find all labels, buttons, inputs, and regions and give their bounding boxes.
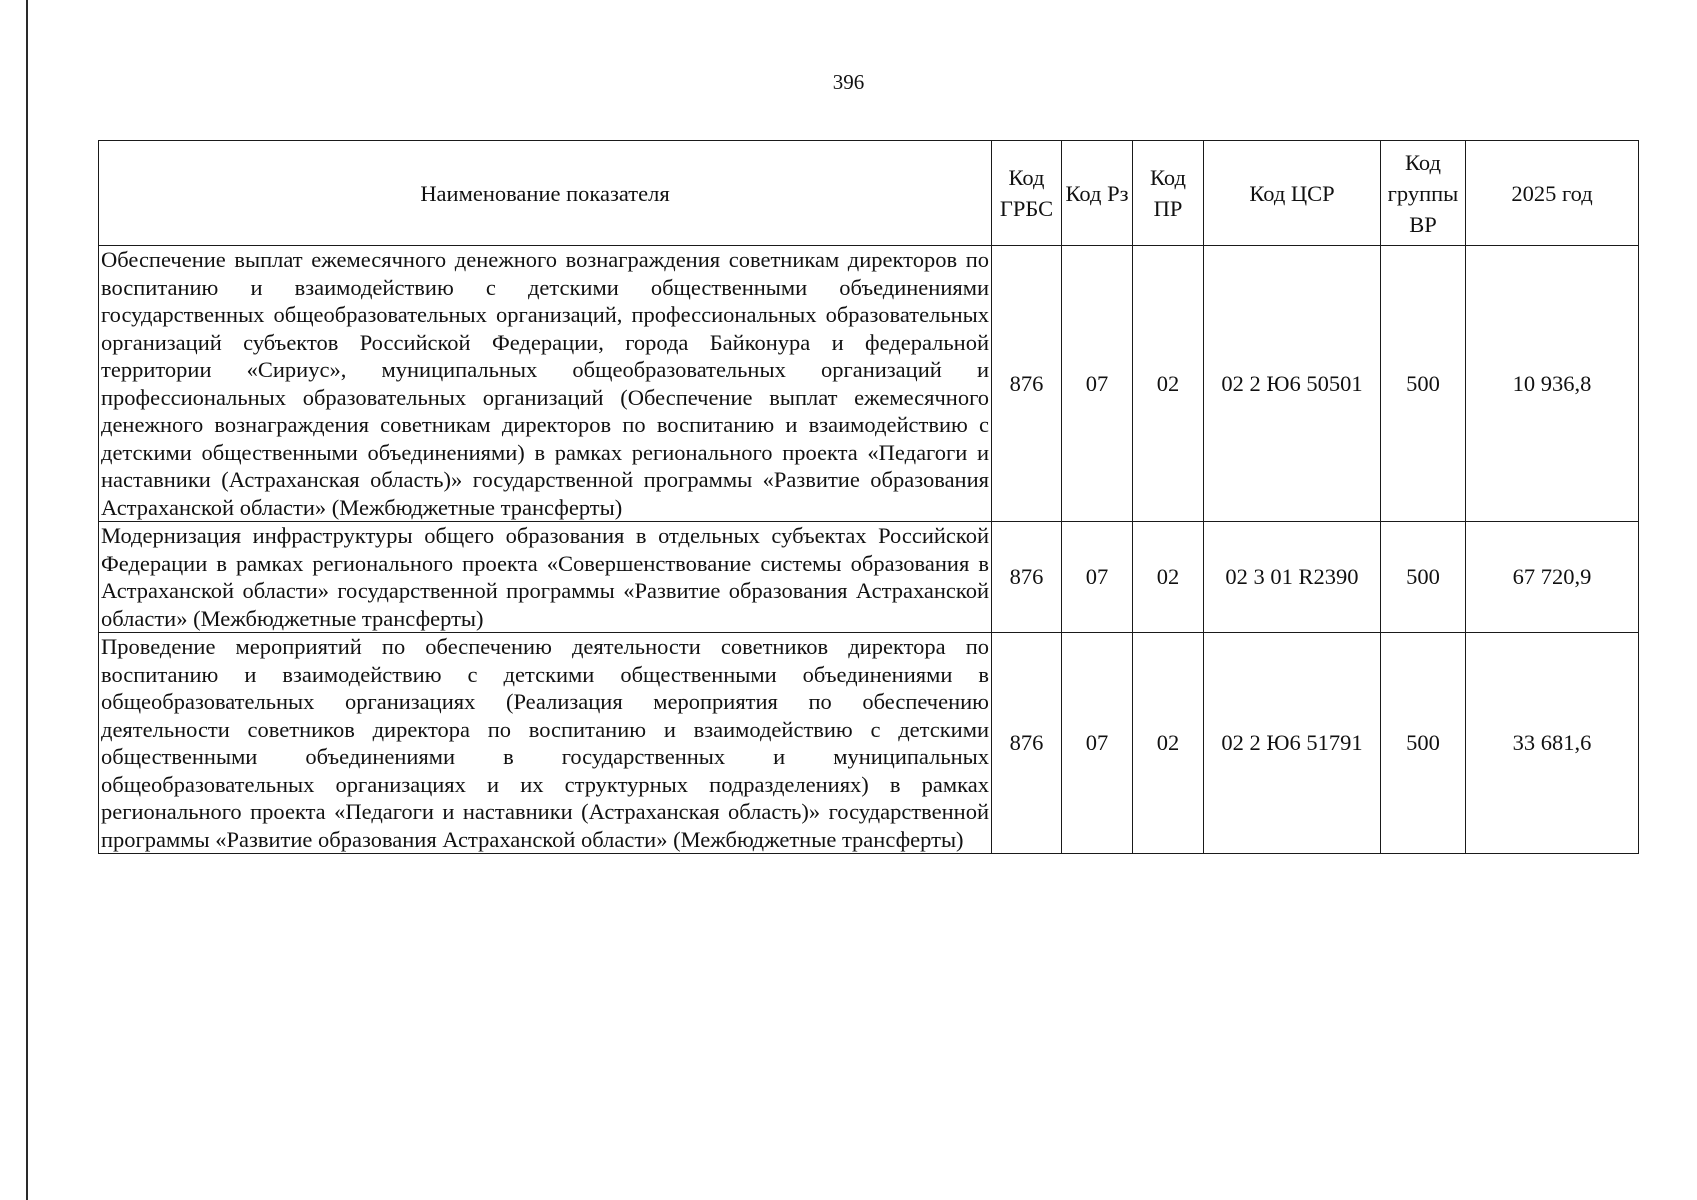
header-grbs: Код ГРБС — [992, 141, 1062, 246]
row-vr: 500 — [1381, 633, 1466, 854]
header-year: 2025 год — [1466, 141, 1639, 246]
table-row — [99, 246, 1639, 522]
binding-line — [26, 0, 28, 1200]
header-csr: Код ЦСР — [1204, 141, 1381, 246]
header-rz: Код Рз — [1062, 141, 1133, 246]
row-pr: 02 — [1133, 246, 1204, 522]
row-csr: 02 2 Ю6 51791 — [1204, 633, 1381, 854]
row-grbs: 876 — [992, 633, 1062, 854]
row-vr: 500 — [1381, 522, 1466, 633]
row-pr: 02 — [1133, 633, 1204, 854]
row-amount: 67 720,9 — [1466, 522, 1639, 633]
page-number: 396 — [832, 70, 865, 94]
row-rz: 07 — [1062, 246, 1133, 522]
row-name: Обеспечение выплат ежемесячного денежного вознаграждения советникам директоров по воспитанию и взаимодействию с детскими общественными объединениями государственных общеобразовательных организаций, профессиональных образовательных организаций субъектов Российской Федерации, города Байконура и федеральной территории «Сириус», муниципальных общеобразовательных организаций и профессиональных образовательных организаций (Обеспечение выплат ежемесячного денежного вознаграждения советникам директоров по воспитанию и взаимодействию с детскими общественными объединениями) в рамках регионального проекта «Педагоги и наставники (Астраханская область)» государственной программы «Развитие образования Астраханской области» (Межбюджетные трансферты) — [99, 246, 992, 522]
row-name: Проведение мероприятий по обеспечению деятельности советников директора по воспитанию и взаимодействию с детскими общественными объединениями в общеобразовательных организациях (Реализация мероприятия по обеспечению деятельности советников директора по воспитанию и взаимодействию с детскими общественными объединениями в государственных и муниципальных общеобразовательных организациях и их структурных подразделениях) в рамках регионального проекта «Педагоги и наставники (Астраханская область)» государственной программы «Развитие образования Астраханской области» (Межбюджетные трансферты) — [99, 633, 992, 854]
header-pr: Код ПР — [1133, 141, 1204, 246]
table-header-row — [99, 141, 1639, 246]
header-vr: Код группы ВР — [1381, 141, 1466, 246]
row-csr: 02 2 Ю6 50501 — [1204, 246, 1381, 522]
row-csr: 02 3 01 R2390 — [1204, 522, 1381, 633]
row-rz: 07 — [1062, 633, 1133, 854]
table-row — [99, 522, 1639, 633]
row-grbs: 876 — [992, 246, 1062, 522]
row-name: Модернизация инфраструктуры общего образования в отдельных субъектах Российской Федерации в рамках регионального проекта «Совершенствование системы образования в Астраханской области» государственной программы «Развитие образования Астраханской области» (Межбюджетные трансферты) — [99, 522, 992, 633]
row-amount: 10 936,8 — [1466, 246, 1639, 522]
row-rz: 07 — [1062, 522, 1133, 633]
row-grbs: 876 — [992, 522, 1062, 633]
budget-table — [98, 140, 1639, 854]
row-vr: 500 — [1381, 246, 1466, 522]
header-name: Наименование показателя — [99, 141, 992, 246]
row-pr: 02 — [1133, 522, 1204, 633]
row-amount: 33 681,6 — [1466, 633, 1639, 854]
table-row — [99, 633, 1639, 854]
